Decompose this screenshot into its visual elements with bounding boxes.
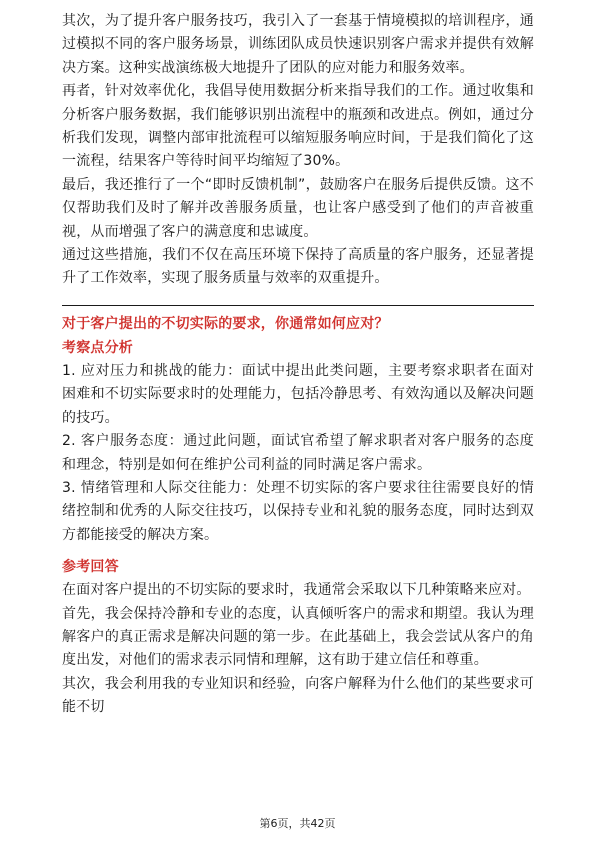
paragraph: 通过这些措施，我们不仅在高压环境下保持了高质量的客户服务，还显著提升了工作效率，实现了服务质量与效率的双重提升。 [62, 247, 534, 287]
analysis-item: 3. 情绪管理和人际交往能力：处理不切实际的客户要求往往需要良好的情绪控制和优秀的人际交往技巧，以保持专业和礼貌的服务态度，同时达到双方都能接受的解决方案。 [62, 479, 534, 543]
analysis-item: 1. 应对压力和挑战的能力：面试中提出此类问题，主要考察求职者在面对困难和不切实际要求时的处理能力，包括冷静思考、有效沟通以及解决问题的技巧。 [62, 362, 534, 426]
answer-paragraph: 首先，我会保持冷静和专业的态度，认真倾听客户的需求和期望。我认为理解客户的真正需求是解决问题的第一步。在此基础上，我会尝试从客户的角度出发，对他们的需求表示同情和理解，这有助于建立信任和尊重。 [62, 605, 534, 669]
paragraph: 再者，针对效率优化，我倡导使用数据分析来指导我们的工作。通过收集和分析客户服务数据，我们能够识别出流程中的瓶颈和改进点。例如，通过分析我们发现，调整内部审批流程可以缩短服务响应时间，于是我们简化了这一流程，结果客户等待时间平均缩短了30%。 [62, 83, 534, 170]
paragraph: 最后，我还推行了一个“即时反馈机制”，鼓励客户在服务后提供反馈。这不仅帮助我们及时了解并改善服务质量，也让客户感受到了他们的声音被重视，从而增强了客户的满意度和忠诚度。 [62, 176, 534, 240]
previous-answer-section [62, 10, 534, 291]
question-section [62, 312, 534, 720]
page-number: 第6页，共42页 [259, 817, 336, 830]
page-content [62, 10, 534, 720]
analysis-heading: 考察点分析 [62, 339, 133, 356]
answer-paragraph: 其次，我会利用我的专业知识和经验，向客户解释为什么他们的某些要求可能不切 [62, 675, 534, 716]
paragraph: 其次，为了提升客户服务技巧，我引入了一套基于情境模拟的培训程序，通过模拟不同的客户服务场景，训练团队成员快速识别客户需求并提供有效解决方案。这种实战演练极大地提升了团队的应对能力和服务效率。 [62, 13, 534, 76]
section-divider [62, 305, 534, 306]
question-title: 对于客户提出的不切实际的要求，你通常如何应对？ [62, 315, 389, 332]
analysis-item: 2. 客户服务态度：通过此问题，面试官希望了解求职者对客户服务的态度和理念，特别是如何在维护公司利益的同时满足客户需求。 [62, 433, 534, 473]
answer-paragraph: 在面对客户提出的不切实际的要求时，我通常会采取以下几种策略来应对。 [62, 582, 531, 599]
answer-heading: 参考回答 [62, 559, 119, 576]
